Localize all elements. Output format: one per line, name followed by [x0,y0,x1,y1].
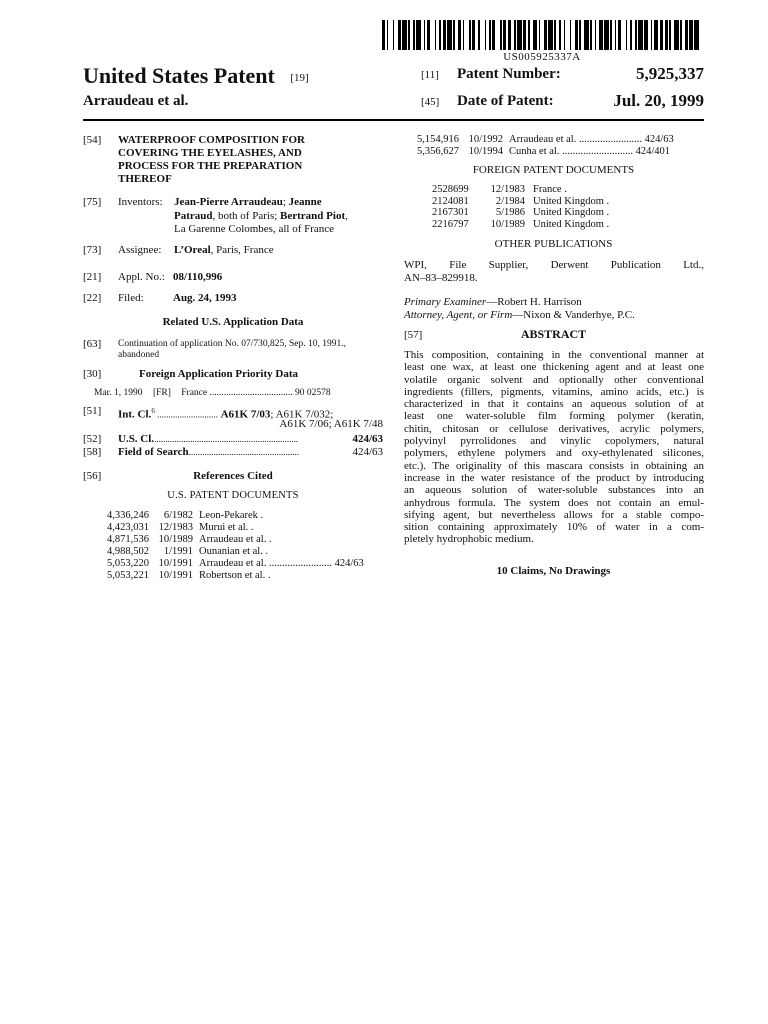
appl-tag: [21] [83,271,102,283]
list-item [432,219,609,231]
refs-tag: [56] [83,470,102,482]
ref-name: Arraudeau et al. ........................ 424/63 [199,558,364,569]
title-text: United States Patent [83,63,275,88]
other-pub-line: AN–83–829918. [404,272,478,284]
examiner [404,296,582,309]
list-item [93,558,364,570]
ref-date: 10/1989 [158,534,193,545]
ref-date: 10/1991 [158,570,193,581]
ref-number: 2167301 [432,207,469,218]
field-label: Field of Search [118,446,189,458]
ref-number: 2124081 [432,195,469,207]
inventors-tag: [75] [83,196,102,208]
ref-name: Arraudeau et al. ........................ 424/63 [509,134,674,145]
ref-country: United Kingdom . [533,195,610,207]
inventor-name: Bertrand Piot [280,209,346,222]
priority-number: 90 02578 [295,388,331,398]
intcl-rest: ; A61K 7/032; [270,408,334,421]
other-pub-line: WPI, File Supplier, Derwent Publication Ltd., [404,259,704,271]
assignee-place: , Paris, France [210,244,274,256]
title-line: THEREOF [118,173,172,185]
uscl-tag: [52] [83,433,102,445]
ref-date: 10/1989 [490,218,525,230]
ref-date: 10/1991 [158,558,193,569]
ref-date: 6/1982 [163,510,193,521]
ref-number: 4,871,536 [107,534,149,545]
ref-number: 4,336,246 [107,510,149,521]
title-line: COVERING THE EYELASHES, AND [118,147,302,159]
date-tag: [45] [421,96,440,108]
ref-number: 4,988,502 [107,546,149,557]
ref-country: United Kingdom . [533,218,610,230]
foreign-refs-list [432,184,609,230]
title-line: PROCESS FOR THE PREPARATION [118,160,303,172]
ref-date: 12/1983 [490,184,525,195]
ref-date: 5/1986 [495,207,525,218]
appl-number: 08/110,996 [173,271,223,283]
list-item [93,546,364,558]
document-number: US005925337A [503,51,581,63]
claims-summary: 10 Claims, No Drawings [496,565,611,577]
abstract-body [404,349,704,546]
abstract-line: least one wax, at least one thickening agent and at least one [404,361,704,374]
attorney-label: Attorney, Agent, or Firm [404,309,513,321]
related-heading: Related U.S. Application Data [162,316,304,328]
continuation-line: abandoned [118,350,160,360]
assignee-label: Assignee: [118,244,162,256]
title-tag: [19] [290,72,309,84]
ref-number: 2528699 [432,184,469,195]
other-pub [404,259,704,285]
list-item [432,196,609,208]
ref-name: Murui et al. . [199,522,254,533]
barcode-image [382,20,702,50]
abstract-line: pletely hydrophobic medium. [404,533,534,546]
uscl-value: 424/63 [352,433,383,445]
ref-number: 5,356,627 [417,146,459,157]
priority-row [94,388,383,399]
examiner-name: —Robert H. Harrison [486,296,582,308]
filed-tag: [22] [83,292,102,304]
list-item [432,184,609,196]
abstract-line: anhydrous formula. The system does not contain an emul- [404,496,704,509]
abstract-line: chitin, chitosan or cellulose derivatives, acrylic polymers, [404,422,704,435]
abstract-tag: [57] [404,329,423,341]
ref-name: Leon-Pekarek . [199,510,264,521]
patent-office-title [83,63,309,89]
ref-name: Robertson et al. . [199,570,271,581]
refs-heading: References Cited [193,470,273,482]
uscl-dots: ................................................................ [154,434,299,444]
list-item [432,207,609,219]
list-item [93,570,364,582]
abstract-heading: ABSTRACT [520,327,587,341]
field-dots: ................................................. [188,447,299,457]
uscl-row [118,433,383,446]
other-pubs-heading: OTHER PUBLICATIONS [494,238,613,250]
invention-title [118,134,368,186]
us-refs-list [93,510,364,582]
abstract-line: polymers, ethylene polymers and oxy-ethylenated silicones, [404,447,704,460]
intcl-label: Int. Cl. [118,408,152,421]
ref-name: Cunha et al. ........................... 424/401 [509,146,670,157]
priority-date: Mar. 1, 1990 [94,388,143,398]
list-item [93,510,364,522]
priority-country: France [181,388,208,398]
abstract-line: characterized in that it contains an aqueous solution of at [404,398,704,411]
intcl-dots: ........................... [154,409,218,420]
intcl-main: A61K 7/03 [220,408,271,421]
inventor-text: , [345,209,348,222]
list-item [403,146,674,158]
priority-tag: [30] [83,368,102,380]
abstract-line: volatile organic solvent and optionally other conventional [404,373,704,386]
filed-label: Filed: [118,292,144,304]
abstract-line: an aqueous solution of water-soluble substances into an [404,484,704,497]
patent-number-tag: [11] [421,69,439,81]
date-label: Date of Patent: [457,93,554,109]
assignee-tag: [73] [83,244,102,256]
patent-number-label: Patent Number: [457,66,561,82]
inventors-value [174,196,389,237]
us-docs-heading: U.S. PATENT DOCUMENTS [167,490,299,501]
abstract-line: increase in the water resistance of the product by introducing [404,471,704,484]
abstract-line: sition containing approximately 10% of water in a com- [404,521,704,534]
ref-number: 5,154,916 [417,134,459,145]
inventor-name: Patraud [174,209,213,222]
priority-code: [FR] [152,388,171,398]
appl-label: Appl. No.: [118,271,165,283]
title-line: WATERPROOF COMPOSITION FOR [118,134,306,146]
abstract-line: polyvinyl pyrrolidones and vinylic copolymers, natural [404,435,704,448]
patent-number: 5,925,337 [636,64,704,83]
ref-number: 2216797 [432,218,469,230]
priority-heading: Foreign Application Priority Data [139,368,298,380]
ref-name: Arraudeau et al. . [199,534,272,545]
ref-date: 12/1983 [158,522,193,533]
ref-date: 10/1994 [468,146,503,157]
examiner-label: Primary Examiner [404,296,487,308]
continuation-tag: [63] [83,338,102,350]
us-refs-cont-list [403,134,674,158]
inventors-label: Inventors: [118,196,163,208]
continuation-text [118,339,388,361]
list-item [93,534,364,546]
ref-number: 4,423,031 [107,522,149,533]
inventor-name: Jean-Pierre Arraudeau [174,196,283,208]
attorney [404,309,635,322]
ref-date: 2/1984 [495,195,525,207]
inventor-name: Jeanne [288,196,322,208]
ref-date: 1/1991 [163,546,193,557]
field-row [118,446,383,459]
abstract-line: sifying agent, but nevertheless allows for a stable compo- [404,508,704,521]
abstract-line: This composition, containing in the conventional manner at [404,349,704,361]
inventor-text: , both of Paris; [212,209,281,222]
continuation-line: Continuation of application No. 07/730,825, Sep. 10, 1991., [118,339,346,349]
patent-date: Jul. 20, 1999 [613,91,704,110]
header-rule [83,119,704,121]
assignee-value [174,244,274,257]
abstract-line: ingredients (fillers, pigments, vitamins, amino acids, etc.) is [404,385,704,398]
intcl-tag: [51] [83,405,102,417]
list-item [93,522,364,534]
abstract-line: least one water-soluble film forming polymer (keratin, [404,410,704,423]
ref-number: 5,053,220 [107,558,149,569]
abstract-line: etc.). The originality of this mascara consists in obtaining an [404,459,704,472]
inventor-location: La Garenne Colombes, all of France [174,223,335,235]
ref-number: 5,053,221 [107,570,149,581]
intcl-sup: 6 [151,407,155,415]
title-tag-54: [54] [83,134,102,146]
priority-dots: ................................... [207,388,293,398]
ref-name: Ounanian et al. . [199,546,269,557]
list-item [403,134,674,146]
field-tag: [58] [83,446,102,458]
intcl-line2: A61K 7/06; A61K 7/48 [279,418,383,430]
filed-date: Aug. 24, 1993 [173,292,237,304]
assignee-name: L’Oreal [174,244,211,256]
ref-date: 10/1992 [468,134,503,145]
foreign-heading: FOREIGN PATENT DOCUMENTS [472,164,635,176]
ref-country: United Kingdom . [533,207,610,218]
ref-country: France . [533,184,567,195]
field-value: 424/63 [352,446,383,458]
inventor-sep: ; [282,196,289,208]
authors: Arraudeau et al. [83,93,189,109]
attorney-name: —Nixon & Vanderhye, P.C. [512,309,635,321]
uscl-label: U.S. Cl. [118,433,155,445]
